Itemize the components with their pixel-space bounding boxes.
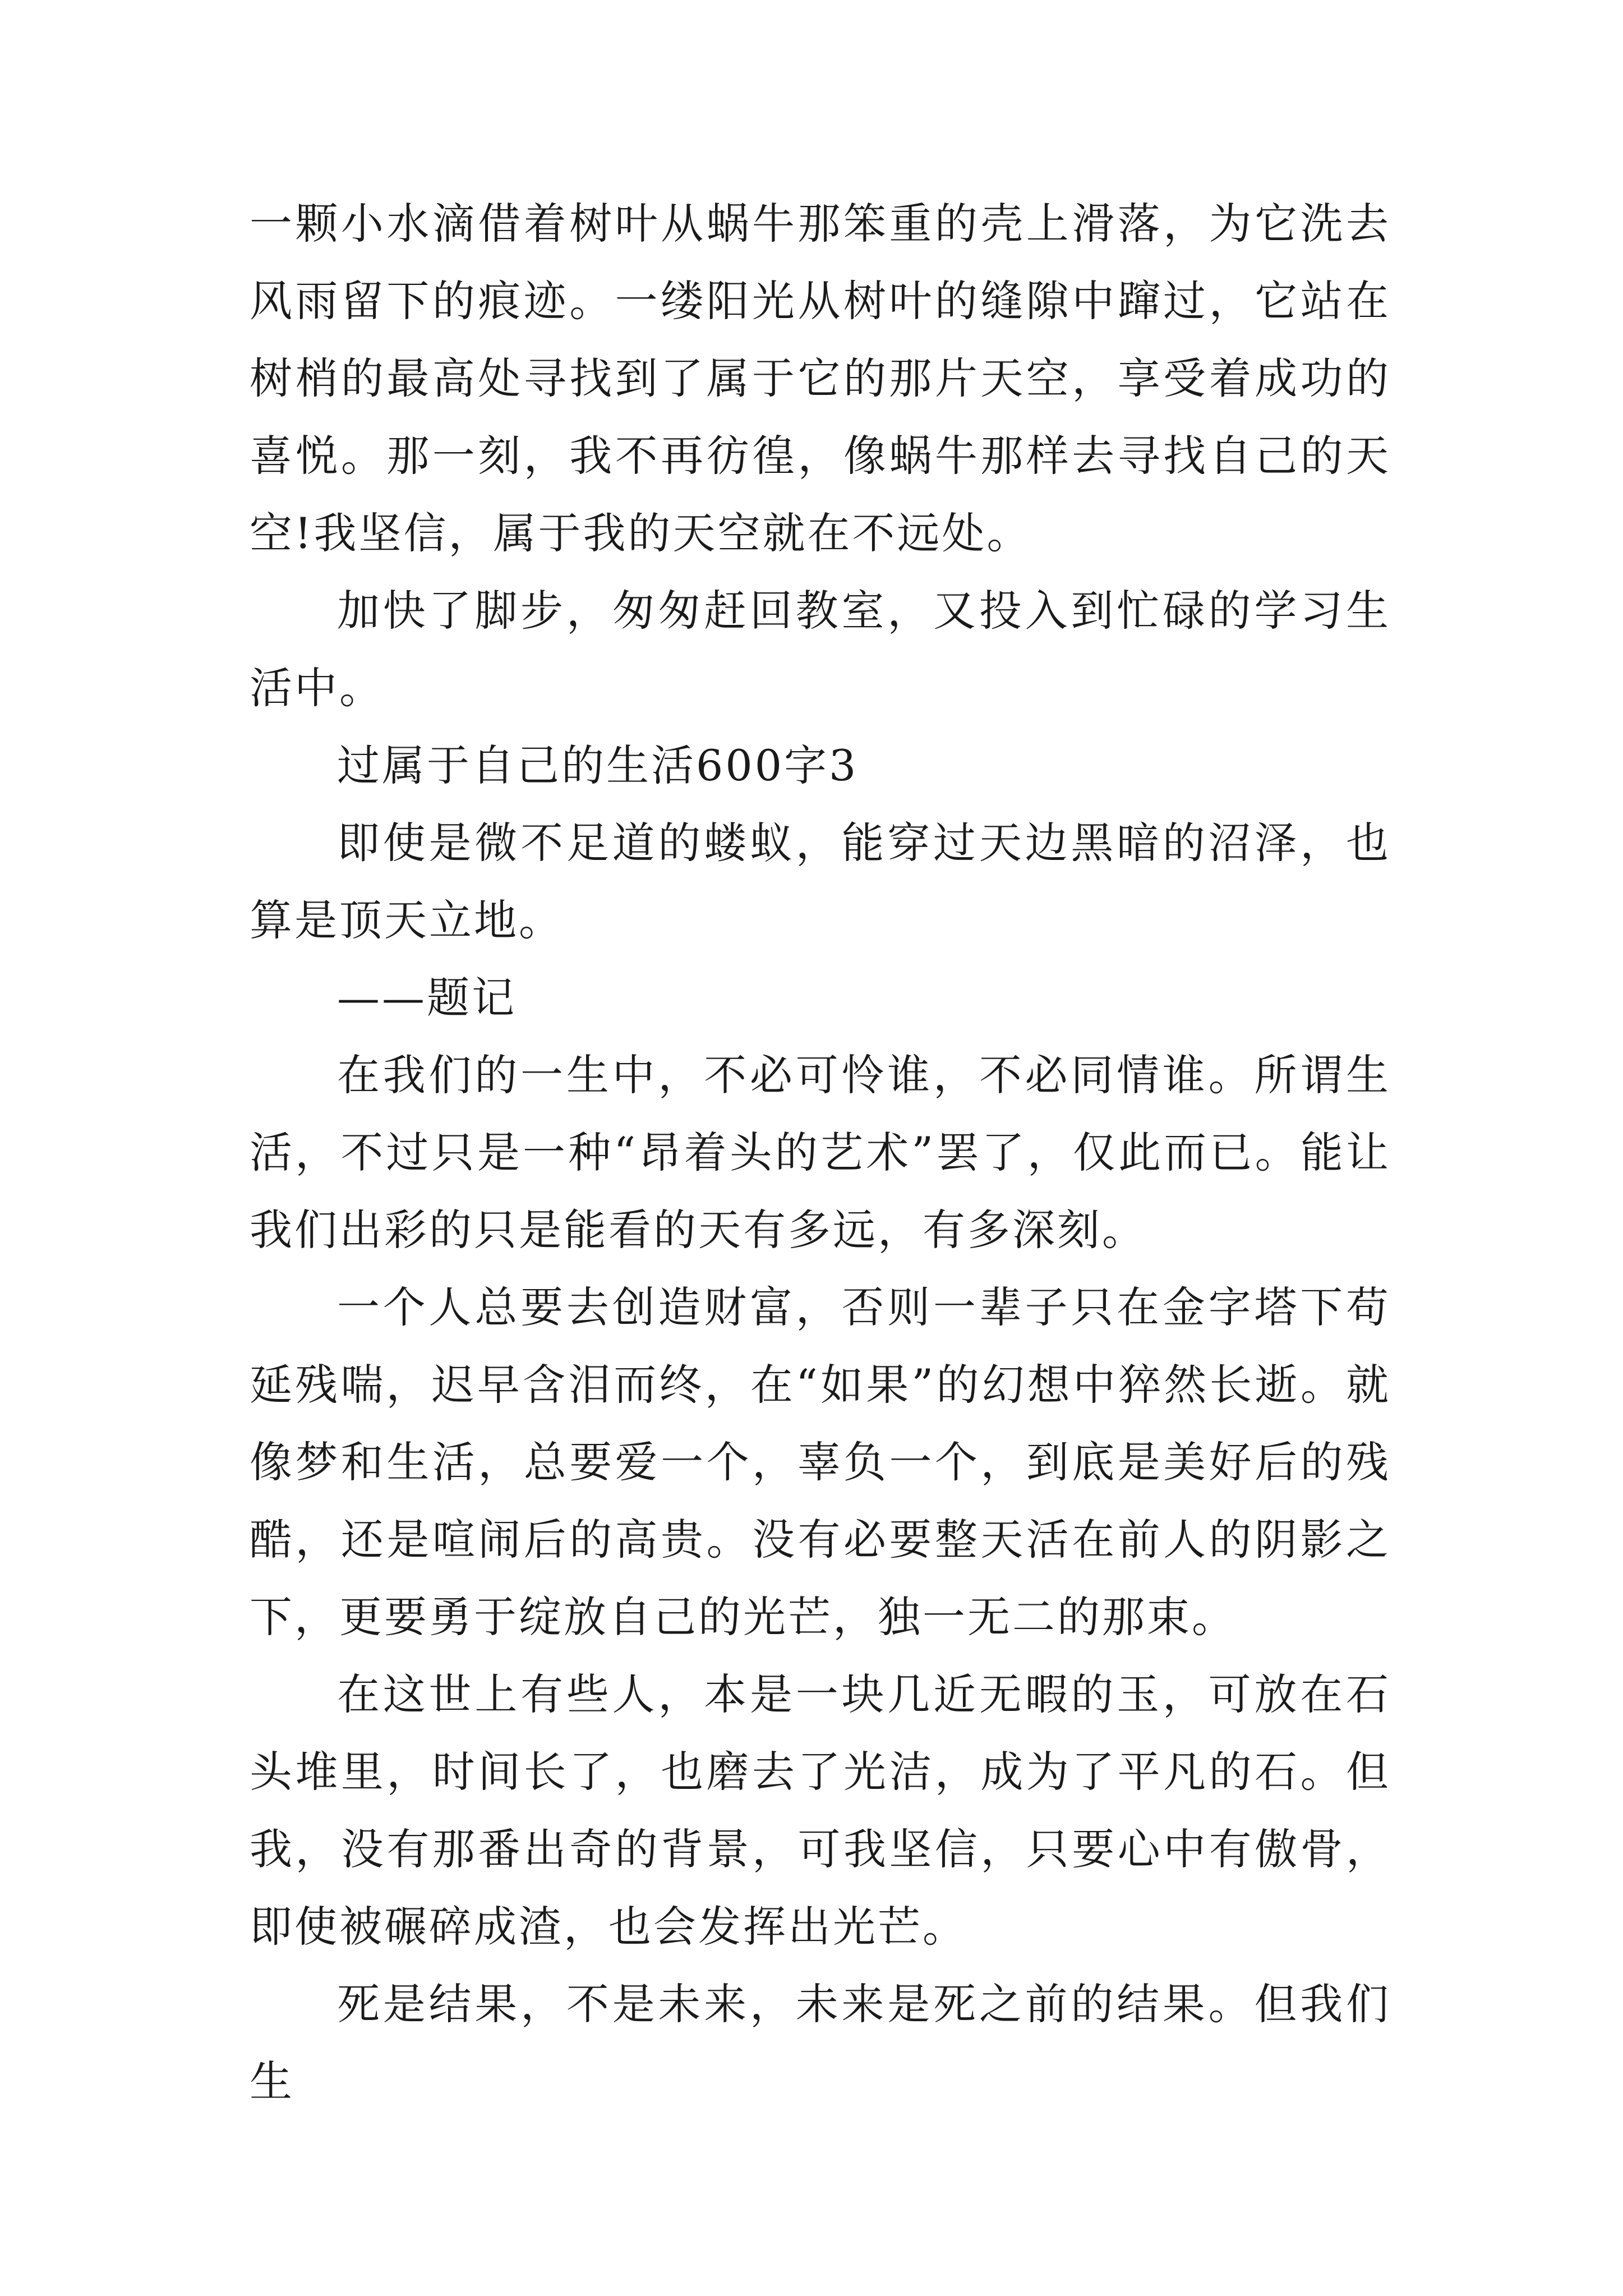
paragraph: 在我们的一生中，不必可怜谁，不必同情谁。所谓生活，不过只是一种“昂着头的艺术”罢了，仅此而已。能让我们出彩的只是能看的天有多远，有多深刻。 [250, 1050, 1391, 1255]
paragraph: 加快了脚步，匆匆赶回教室，又投入到忙碌的学习生活中。 [250, 586, 1391, 713]
section-heading: 过属于自己的生活600字3 [337, 740, 859, 790]
paragraph: 一颗小水滴借着树叶从蜗牛那笨重的壳上滑落，为它洗去风雨留下的痕迹。一缕阳光从树叶的缝隙中蹿过，它站在树梢的最高处寻找到了属于它的那片天空，享受着成功的喜悦。那一刻，我不再彷徨，像蜗牛那样去寻找自己的天空!我坚信，属于我的天空就在不远处。 [250, 199, 1391, 558]
paragraph: 死是结果，不是未来，未来是死之前的结果。但我们生 [250, 1979, 1391, 2106]
epigraph-paragraph: 即使是微不足道的蝼蚁，能穿过天边黑暗的沼泽，也算是顶天立地。 [250, 818, 1391, 945]
paragraph: 一个人总要去创造财富，否则一辈子只在金字塔下苟延残喘，迟早含泪而终，在“如果”的幻想中猝然长逝。就像梦和生活，总要爱一个，辜负一个，到底是美好后的残酷，还是喧闹后的高贵。没有必要整天活在前人的阴影之下，更要勇于绽放自己的光芒，独一无二的那束。 [250, 1282, 1391, 1642]
document-body [250, 185, 1391, 2120]
epigraph-attribution: ——题记 [337, 973, 517, 1023]
paragraph: 在这世上有些人，本是一块几近无暇的玉，可放在石头堆里，时间长了，也磨去了光洁，成为了平凡的石。但我，没有那番出奇的背景，可我坚信，只要心中有傲骨，即使被碾碎成渣，也会发挥出光芒。 [250, 1669, 1391, 1952]
